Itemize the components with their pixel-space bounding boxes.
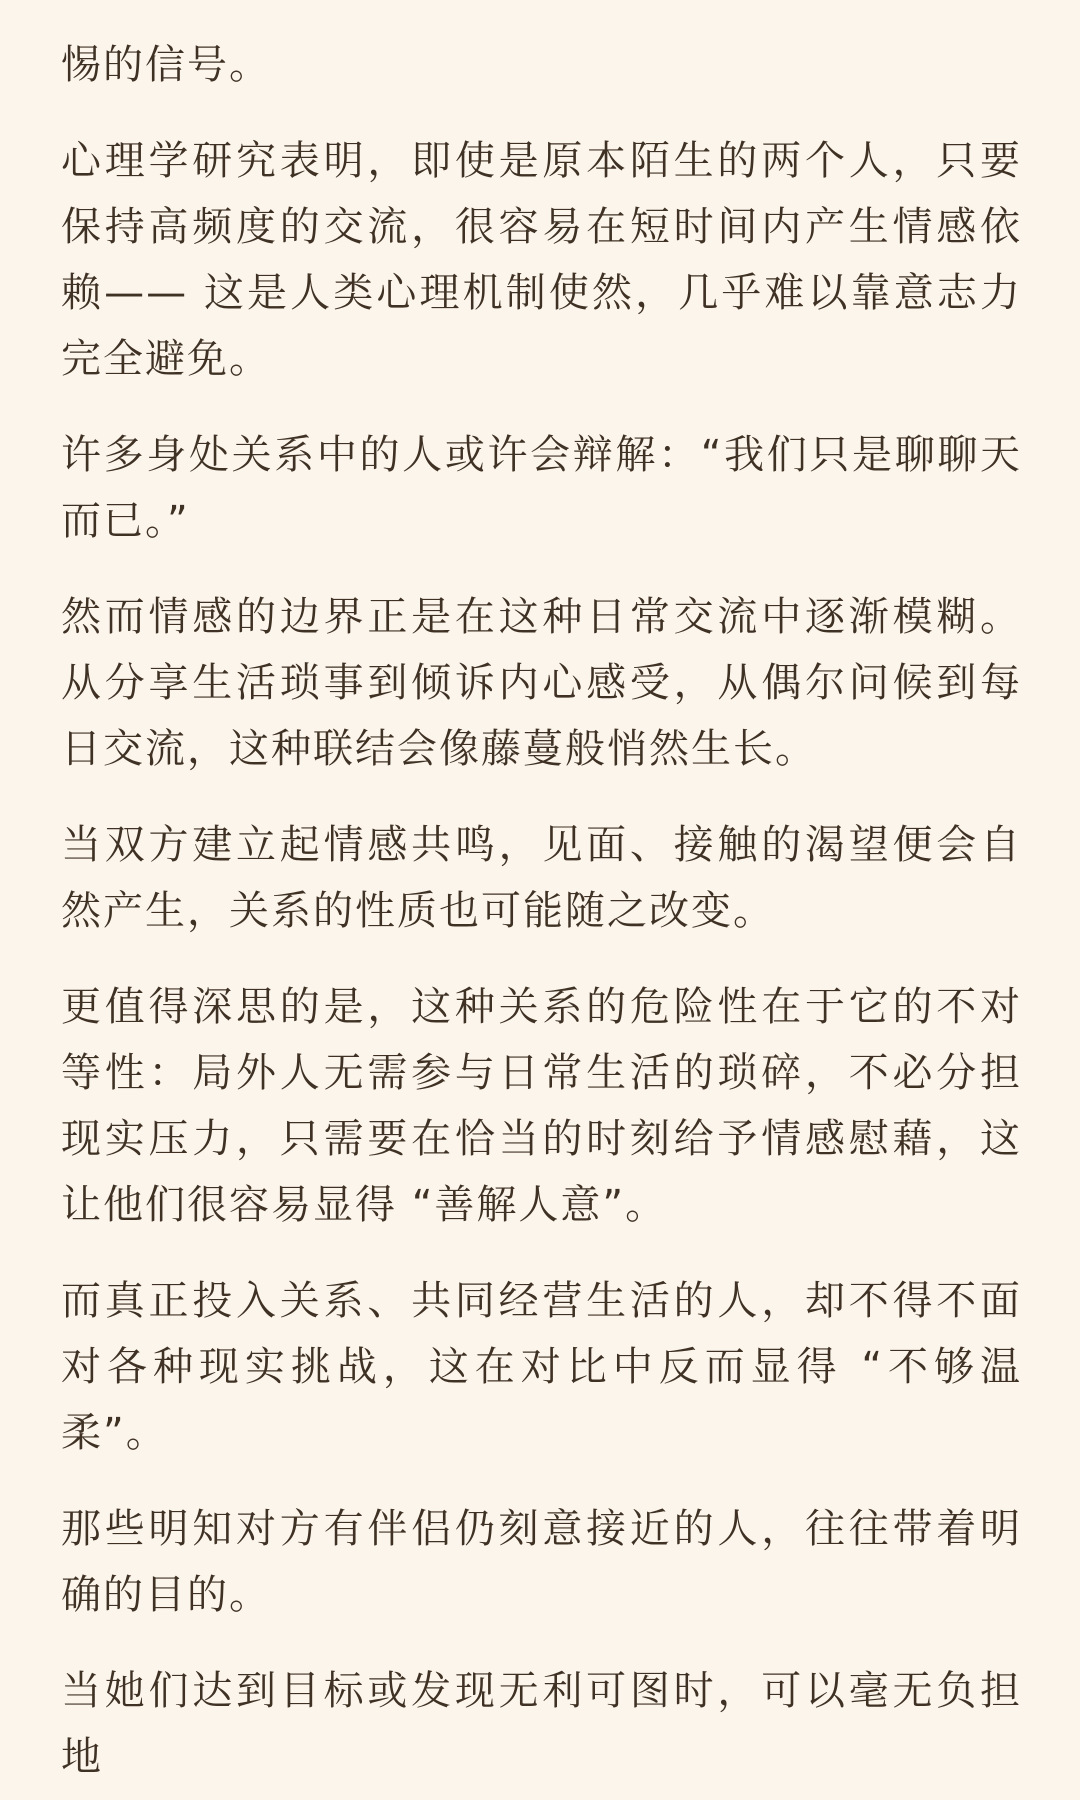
paragraph-9: 当她们达到目标或发现无利可图时，可以毫无负担地: [61, 1668, 1022, 1780]
paragraph-3: 许多身处关系中的人或许会辩解：“我们只是聊聊天而已。”: [61, 432, 1022, 544]
paragraph-5: 当双方建立起情感共鸣，见面、接触的渴望便会自然产生，关系的性质也可能随之改变。: [61, 822, 1022, 934]
paragraph-4: 然而情感的边界正是在这种日常交流中逐渐模糊。从分享生活琐事到倾诉内心感受，从偶尔问候到每日交流，这种联结会像藤蔓般悄然生长。: [61, 594, 1022, 772]
paragraph-7: 而真正投入关系、共同经营生活的人，却不得不面对各种现实挑战，这在对比中反而显得 “不够温柔”。: [61, 1278, 1022, 1456]
paragraph-6: 更值得深思的是，这种关系的危险性在于它的不对等性：局外人无需参与日常生活的琐碎，不必分担现实压力，只需要在恰当的时刻给予情感慰藉，这让他们很容易显得 “善解人意”。: [61, 984, 1022, 1228]
paragraph-8: 那些明知对方有伴侣仍刻意接近的人，往往带着明确的目的。: [61, 1506, 1022, 1618]
paragraph-1: 惕的信号。: [61, 42, 271, 88]
paragraph-2: 心理学研究表明，即使是原本陌生的两个人，只要保持高频度的交流，很容易在短时间内产生情感依赖—— 这是人类心理机制使然，几乎难以靠意志力完全避免。: [61, 138, 1022, 382]
